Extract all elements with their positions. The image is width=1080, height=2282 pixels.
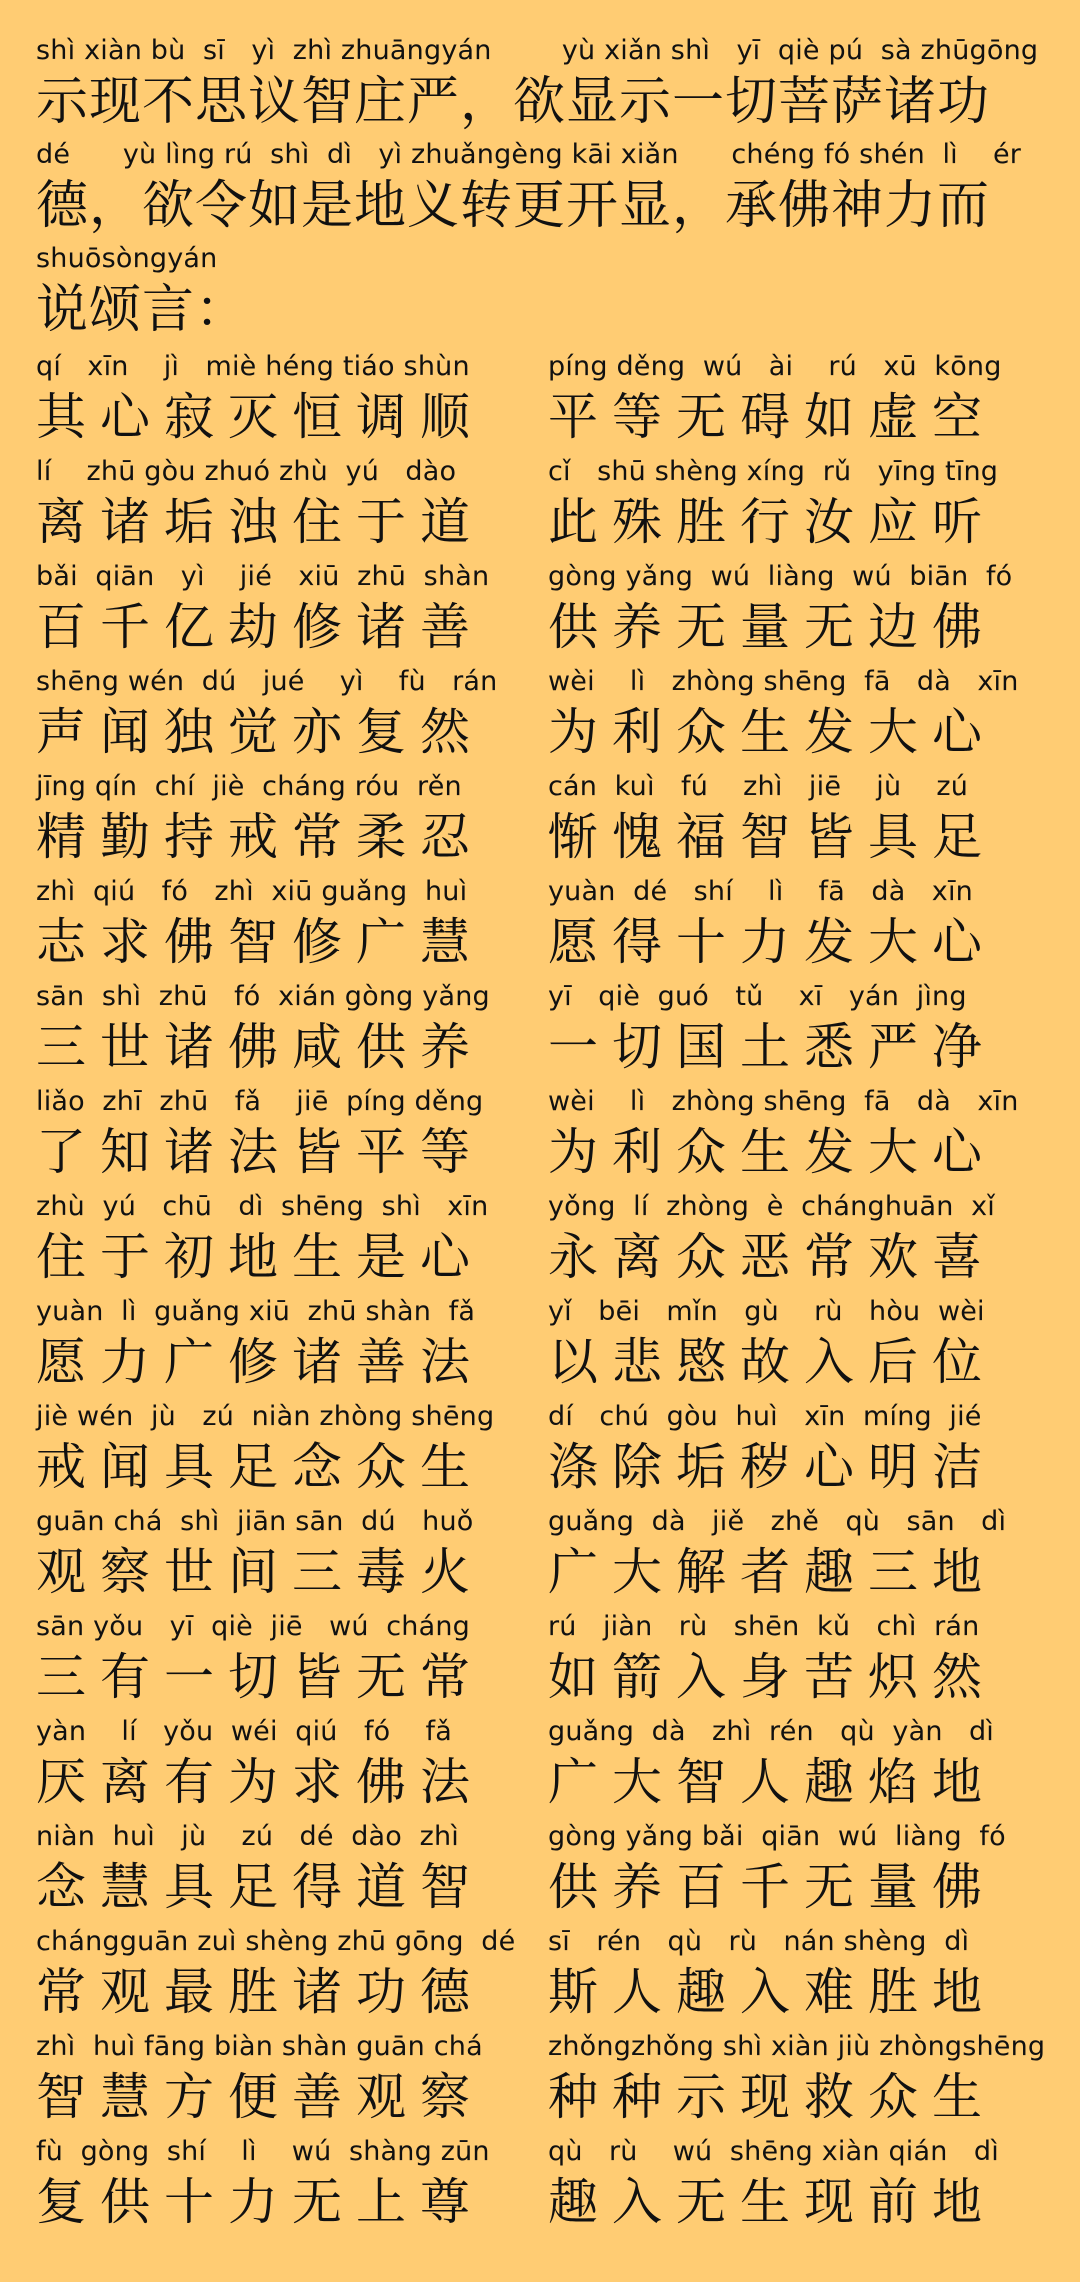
hanzi-text: 念慧具足得道智: [36, 1858, 484, 1916]
verse-left: [36, 1402, 526, 1506]
verse-row: [0, 877, 1080, 981]
pinyin-text: sān shì zhū fó xián gòng yǎng: [36, 981, 490, 1012]
verse-row: [0, 1507, 1080, 1611]
verse-left: [36, 667, 526, 771]
verse-left: [36, 2032, 526, 2136]
hanzi-text: 精勤持戒常柔忍: [36, 808, 484, 866]
verse-row: [0, 2137, 1080, 2241]
hanzi-text: 三世诸佛咸供养: [36, 1018, 484, 1076]
pinyin-text: fù gòng shí lì wú shàng zūn: [36, 2136, 490, 2167]
pinyin-text: cán kuì fú zhì jiē jù zú: [548, 771, 969, 802]
verse-left: [36, 352, 526, 456]
pinyin-text: shēng wén dú jué yì fù rán: [36, 666, 498, 697]
pinyin-text: yǐ bēi mǐn gù rù hòu wèi: [548, 1296, 985, 1327]
verse-right: [548, 982, 1038, 1086]
pinyin-text: wèi lì zhòng shēng fā dà xīn: [548, 1086, 1019, 1117]
verse-left: [36, 772, 526, 876]
verse-left: [36, 562, 526, 666]
verse-left: [36, 1717, 526, 1821]
verse-row: [0, 982, 1080, 1086]
verse-row: [0, 457, 1080, 561]
hanzi-text: 广大智人趣焰地: [548, 1753, 996, 1811]
pinyin-text: guǎng dà jiě zhě qù sān dì: [548, 1506, 1007, 1537]
verse-left: [36, 1612, 526, 1716]
prose-line-1: [36, 36, 1056, 136]
verse-right: [548, 2137, 1038, 2241]
verse-right: [548, 1402, 1038, 1506]
verse-right: [548, 772, 1038, 876]
verse-right: [548, 1822, 1038, 1926]
hanzi-text: 三有一切皆无常: [36, 1648, 484, 1706]
hanzi-text: 德，欲令如是地义转更开显，承佛神力而: [36, 176, 991, 236]
hanzi-text: 斯人趣入难胜地: [548, 1963, 996, 2021]
pinyin-text: lí zhū gòu zhuó zhù yú dào: [36, 456, 457, 487]
hanzi-text: 种种示现救众生: [548, 2068, 996, 2126]
hanzi-text: 为利众生发大心: [548, 1123, 996, 1181]
hanzi-text: 为利众生发大心: [548, 703, 996, 761]
pinyin-text: zhù yú chū dì shēng shì xīn: [36, 1191, 489, 1222]
pinyin-text: zhì huì fāng biàn shàn guān chá: [36, 2031, 483, 2062]
verse-left: [36, 2137, 526, 2241]
hanzi-text: 住于初地生是心: [36, 1228, 484, 1286]
pinyin-text: shuōsòngyán: [36, 243, 218, 274]
pinyin-text: dé yù lìng rú shì dì yì zhuǎngèng kāi xiǎn chéng fó shén lì ér: [36, 139, 1022, 170]
verse-row: [0, 2032, 1080, 2136]
pinyin-text: sī rén qù rù nán shèng dì: [548, 1926, 970, 1957]
verse-right: [548, 667, 1038, 771]
hanzi-text: 以悲愍故入后位: [548, 1333, 996, 1391]
pinyin-text: guān chá shì jiān sān dú huǒ: [36, 1506, 474, 1537]
verse-right: [548, 877, 1038, 981]
hanzi-text: 观察世间三毒火: [36, 1543, 484, 1601]
verse-left: [36, 1087, 526, 1191]
hanzi-text: 百千亿劫修诸善: [36, 598, 484, 656]
verse-left: [36, 982, 526, 1086]
pinyin-text: cǐ shū shèng xíng rǔ yīng tīng: [548, 456, 999, 487]
pinyin-text: yuàn dé shí lì fā dà xīn: [548, 876, 973, 907]
hanzi-text: 厌离有为求佛法: [36, 1753, 484, 1811]
verse-row: [0, 667, 1080, 771]
verse-row: [0, 352, 1080, 456]
verse-row: [0, 562, 1080, 666]
pinyin-text: yàn lí yǒu wéi qiú fó fǎ: [36, 1716, 452, 1747]
hanzi-text: 供养无量无边佛: [548, 598, 996, 656]
prose-line-2: [36, 140, 1056, 240]
pinyin-text: chángguān zuì shèng zhū gōng dé: [36, 1926, 516, 1957]
pinyin-text: guǎng dà zhì rén qù yàn dì: [548, 1716, 995, 1747]
verse-row: [0, 1717, 1080, 1821]
verse-row: [0, 1297, 1080, 1401]
verse-row: [0, 1822, 1080, 1926]
verse-right: [548, 1297, 1038, 1401]
pinyin-text: zhì qiú fó zhì xiū guǎng huì: [36, 876, 468, 907]
hanzi-text: 趣入无生现前地: [548, 2173, 996, 2231]
verse-row: [0, 1927, 1080, 2031]
hanzi-text: 了知诸法皆平等: [36, 1123, 484, 1181]
pinyin-text: wèi lì zhòng shēng fā dà xīn: [548, 666, 1019, 697]
pinyin-text: gòng yǎng bǎi qiān wú liàng fó: [548, 1821, 1006, 1852]
pinyin-text: dí chú gòu huì xīn míng jié: [548, 1401, 982, 1432]
pinyin-text: niàn huì jù zú dé dào zhì: [36, 1821, 459, 1852]
hanzi-text: 声闻独觉亦复然: [36, 703, 484, 761]
pinyin-text: jīng qín chí jiè cháng róu rěn: [36, 771, 462, 802]
verse-left: [36, 1297, 526, 1401]
pinyin-text: píng děng wú ài rú xū kōng: [548, 351, 1002, 382]
pinyin-text: yuàn lì guǎng xiū zhū shàn fǎ: [36, 1296, 476, 1327]
pinyin-text: jiè wén jù zú niàn zhòng shēng: [36, 1401, 495, 1432]
pinyin-text: gòng yǎng wú liàng wú biān fó: [548, 561, 1013, 592]
verse-right: [548, 457, 1038, 561]
hanzi-text: 其心寂灭恒调顺: [36, 388, 484, 446]
hanzi-text: 如箭入身苦炽然: [548, 1648, 996, 1706]
pinyin-text: bǎi qiān yì jié xiū zhū shàn: [36, 561, 490, 592]
verse-right: [548, 1927, 1038, 2031]
verse-right: [548, 1507, 1038, 1611]
hanzi-text: 涤除垢秽心明洁: [548, 1438, 996, 1496]
verse-left: [36, 1192, 526, 1296]
hanzi-text: 平等无碍如虚空: [548, 388, 996, 446]
pinyin-text: yǒng lí zhòng è chánghuān xǐ: [548, 1191, 995, 1222]
pinyin-text: zhǒngzhǒng shì xiàn jiù zhòngshēng: [548, 2031, 1046, 2062]
hanzi-text: 一切国土悉严净: [548, 1018, 996, 1076]
hanzi-text: 惭愧福智皆具足: [548, 808, 996, 866]
hanzi-text: 愿得十力发大心: [548, 913, 996, 971]
verse-left: [36, 877, 526, 981]
verse-row: [0, 1087, 1080, 1191]
hanzi-text: 常观最胜诸功德: [36, 1963, 484, 2021]
hanzi-text: 离诸垢浊住于道: [36, 493, 484, 551]
verse-right: [548, 2031, 1046, 2136]
hanzi-text: 复供十力无上尊: [36, 2173, 484, 2231]
hanzi-text: 愿力广修诸善法: [36, 1333, 484, 1391]
hanzi-text: 智慧方便善观察: [36, 2068, 484, 2126]
hanzi-text: 永离众恶常欢喜: [548, 1228, 996, 1286]
hanzi-text: 志求佛智修广慧: [36, 913, 484, 971]
pinyin-text: qí xīn jì miè héng tiáo shùn: [36, 351, 470, 382]
hanzi-text: 广大解者趣三地: [548, 1543, 996, 1601]
pinyin-text: shì xiàn bù sī yì zhì zhuāngyán yù xiǎn shì yī qiè pú sà zhūgōng: [36, 35, 1039, 66]
pinyin-text: liǎo zhī zhū fǎ jiē píng děng: [36, 1086, 484, 1117]
hanzi-text: 说颂言：: [36, 280, 249, 340]
verse-row: [0, 772, 1080, 876]
pinyin-text: rú jiàn rù shēn kǔ chì rán: [548, 1611, 980, 1642]
verse-right: [548, 1087, 1038, 1191]
hanzi-text: 示现不思议智庄严，欲显示一切菩萨诸功: [36, 72, 991, 132]
verse-left: [36, 1927, 526, 2031]
verse-right: [548, 1612, 1038, 1716]
verse-right: [548, 562, 1038, 666]
verse-right: [548, 1192, 1038, 1296]
pinyin-text: sān yǒu yī qiè jiē wú cháng: [36, 1611, 471, 1642]
pinyin-text: yī qiè guó tǔ xī yán jìng: [548, 981, 967, 1012]
verse-left: [36, 1507, 526, 1611]
pinyin-text: qù rù wú shēng xiàn qián dì: [548, 2136, 999, 2167]
hanzi-text: 此殊胜行汝应听: [548, 493, 996, 551]
hanzi-text: 供养百千无量佛: [548, 1858, 996, 1916]
verse-row: [0, 1612, 1080, 1716]
hanzi-text: 戒闻具足念众生: [36, 1438, 484, 1496]
verse-right: [548, 352, 1038, 456]
verse-row: [0, 1192, 1080, 1296]
verse-row: [0, 1402, 1080, 1506]
prose-line-3: [36, 244, 1056, 344]
verse-left: [36, 1822, 526, 1926]
verse-left: [36, 457, 526, 561]
verse-right: [548, 1717, 1038, 1821]
